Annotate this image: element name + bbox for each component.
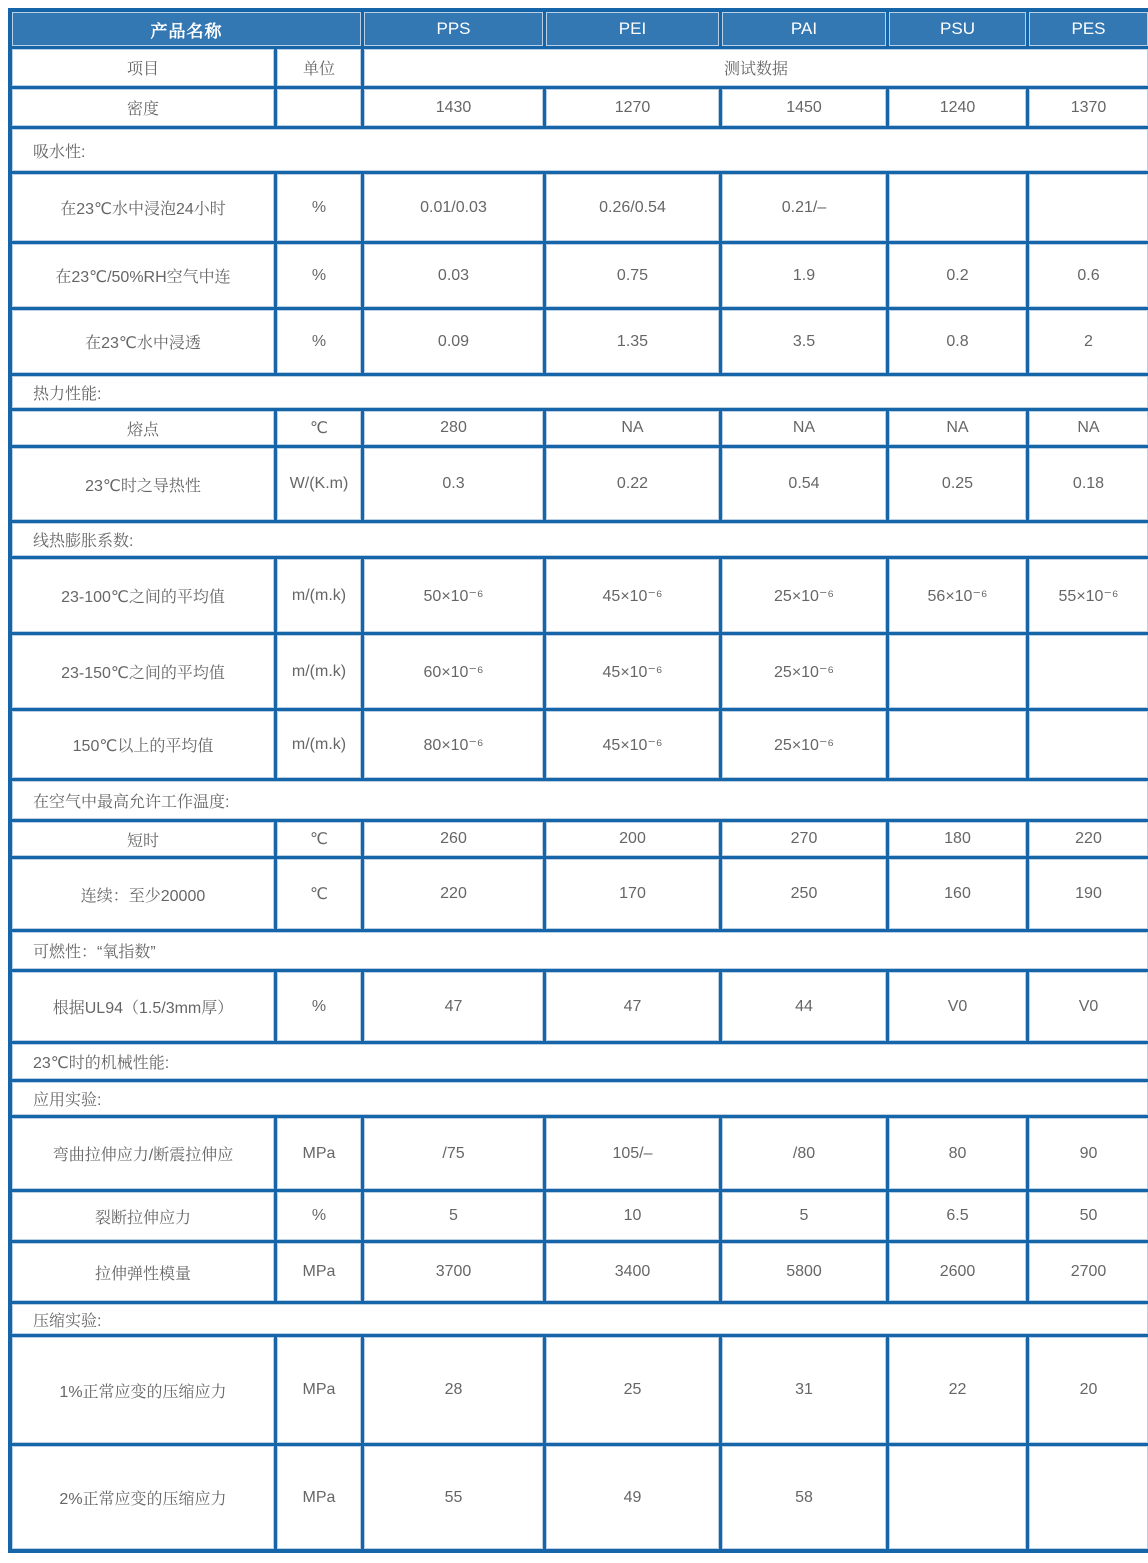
value-cell: 5800: [722, 1243, 886, 1301]
value-cell: [889, 635, 1026, 708]
value-cell: 50×10⁻⁶: [364, 559, 543, 632]
material-properties-table: [8, 8, 1148, 1553]
value-cell: 0.75: [546, 244, 719, 307]
value-cell: 3400: [546, 1243, 719, 1301]
value-cell: 2: [1029, 310, 1148, 373]
value-cell: NA: [722, 411, 886, 445]
row-unit-cell: m/(m.k): [277, 559, 361, 632]
row-label-cell: 拉伸弹性模量: [12, 1243, 274, 1301]
value-cell: 25: [546, 1337, 719, 1443]
data-row: [12, 859, 1148, 929]
product-column-header: PAI: [722, 12, 886, 46]
row-label-cell: 2%正常应变的压缩应力: [12, 1446, 274, 1549]
data-row: [12, 244, 1148, 307]
value-cell: /75: [364, 1118, 543, 1189]
value-cell: 28: [364, 1337, 543, 1443]
row-label-cell: 1%正常应变的压缩应力: [12, 1337, 274, 1443]
value-cell: [1029, 711, 1148, 778]
section-row: [12, 129, 1148, 171]
value-cell: 0.6: [1029, 244, 1148, 307]
section-label-cell: 应用实验:: [12, 1082, 1148, 1115]
data-row: [12, 1243, 1148, 1301]
value-cell: 1240: [889, 89, 1026, 126]
value-cell: 190: [1029, 859, 1148, 929]
row-label-cell: 短时: [12, 822, 274, 856]
value-cell: 0.01/0.03: [364, 174, 543, 241]
row-unit-cell: W/(K.m): [277, 448, 361, 520]
data-row: [12, 1118, 1148, 1189]
value-cell: 80×10⁻⁶: [364, 711, 543, 778]
value-cell: 47: [364, 972, 543, 1041]
value-cell: 160: [889, 859, 1026, 929]
value-cell: 22: [889, 1337, 1026, 1443]
row-label-cell: 熔点: [12, 411, 274, 445]
row-unit-cell: %: [277, 310, 361, 373]
row-unit-cell: %: [277, 244, 361, 307]
value-cell: 60×10⁻⁶: [364, 635, 543, 708]
value-cell: 105/–: [546, 1118, 719, 1189]
value-cell: 2600: [889, 1243, 1026, 1301]
value-cell: 200: [546, 822, 719, 856]
section-label-cell: 23℃时的机械性能:: [12, 1044, 1148, 1079]
section-label-cell: 线热膨胀系数:: [12, 523, 1148, 556]
value-cell: 55: [364, 1446, 543, 1549]
value-cell: 49: [546, 1446, 719, 1549]
value-cell: V0: [889, 972, 1026, 1041]
value-cell: 180: [889, 822, 1026, 856]
row-label-cell: 23-150℃之间的平均值: [12, 635, 274, 708]
row-unit-cell: ℃: [277, 411, 361, 445]
value-cell: 25×10⁻⁶: [722, 635, 886, 708]
test-data-label-cell: 测试数据: [364, 49, 1148, 86]
value-cell: 270: [722, 822, 886, 856]
value-cell: 220: [1029, 822, 1148, 856]
row-label-cell: 23-100℃之间的平均值: [12, 559, 274, 632]
value-cell: /80: [722, 1118, 886, 1189]
row-label-cell: 在23℃/50%RH空气中连: [12, 244, 274, 307]
header-row: [12, 12, 1148, 46]
data-row: [12, 89, 1148, 126]
value-cell: 0.09: [364, 310, 543, 373]
section-label-cell: 压缩实验:: [12, 1304, 1148, 1334]
value-cell: 0.03: [364, 244, 543, 307]
row-unit-cell: MPa: [277, 1337, 361, 1443]
row-unit-cell: ℃: [277, 859, 361, 929]
value-cell: 3.5: [722, 310, 886, 373]
row-label-cell: 根据UL94（1.5/3mm厚）: [12, 972, 274, 1041]
section-row: [12, 932, 1148, 969]
value-cell: 0.25: [889, 448, 1026, 520]
section-row: [12, 1044, 1148, 1079]
section-row: [12, 523, 1148, 556]
value-cell: [1029, 1446, 1148, 1549]
value-cell: 170: [546, 859, 719, 929]
value-cell: [889, 711, 1026, 778]
data-row: [12, 1192, 1148, 1240]
value-cell: 1370: [1029, 89, 1148, 126]
row-unit-cell: [277, 89, 361, 126]
value-cell: 220: [364, 859, 543, 929]
data-row: [12, 1337, 1148, 1443]
value-cell: 58: [722, 1446, 886, 1549]
section-label-cell: 在空气中最高允许工作温度:: [12, 781, 1148, 819]
data-row: [12, 972, 1148, 1041]
value-cell: 0.26/0.54: [546, 174, 719, 241]
value-cell: 0.2: [889, 244, 1026, 307]
data-row: [12, 411, 1148, 445]
value-cell: 45×10⁻⁶: [546, 711, 719, 778]
subheader-row: [12, 49, 1148, 86]
table-body: [12, 12, 1148, 1549]
section-row: [12, 1082, 1148, 1115]
row-unit-cell: m/(m.k): [277, 635, 361, 708]
value-cell: 250: [722, 859, 886, 929]
product-column-header: PPS: [364, 12, 543, 46]
data-row: [12, 711, 1148, 778]
value-cell: 47: [546, 972, 719, 1041]
value-cell: 0.3: [364, 448, 543, 520]
value-cell: 1.9: [722, 244, 886, 307]
section-label-cell: 吸水性:: [12, 129, 1148, 171]
row-unit-cell: %: [277, 1192, 361, 1240]
data-row: [12, 310, 1148, 373]
row-unit-cell: ℃: [277, 822, 361, 856]
value-cell: 0.21/–: [722, 174, 886, 241]
value-cell: 25×10⁻⁶: [722, 711, 886, 778]
value-cell: 1430: [364, 89, 543, 126]
value-cell: 10: [546, 1192, 719, 1240]
value-cell: [1029, 635, 1148, 708]
row-label-cell: 在23℃水中浸透: [12, 310, 274, 373]
value-cell: 2700: [1029, 1243, 1148, 1301]
row-unit-cell: %: [277, 972, 361, 1041]
data-row: [12, 448, 1148, 520]
value-cell: 0.18: [1029, 448, 1148, 520]
value-cell: NA: [1029, 411, 1148, 445]
value-cell: 3700: [364, 1243, 543, 1301]
product-column-header: PSU: [889, 12, 1026, 46]
value-cell: 0.8: [889, 310, 1026, 373]
value-cell: 1270: [546, 89, 719, 126]
data-row: [12, 559, 1148, 632]
row-label-cell: 连续：至少20000: [12, 859, 274, 929]
value-cell: 80: [889, 1118, 1026, 1189]
value-cell: 0.22: [546, 448, 719, 520]
value-cell: 45×10⁻⁶: [546, 559, 719, 632]
row-unit-cell: m/(m.k): [277, 711, 361, 778]
value-cell: 25×10⁻⁶: [722, 559, 886, 632]
value-cell: [889, 174, 1026, 241]
row-unit-cell: MPa: [277, 1118, 361, 1189]
value-cell: 0.54: [722, 448, 886, 520]
product-name-header: 产品名称: [12, 12, 361, 46]
value-cell: 90: [1029, 1118, 1148, 1189]
value-cell: 44: [722, 972, 886, 1041]
row-label-cell: 密度: [12, 89, 274, 126]
value-cell: 45×10⁻⁶: [546, 635, 719, 708]
value-cell: 1.35: [546, 310, 719, 373]
data-row: [12, 822, 1148, 856]
section-row: [12, 1304, 1148, 1334]
row-label-cell: 裂断拉伸应力: [12, 1192, 274, 1240]
value-cell: NA: [546, 411, 719, 445]
section-row: [12, 376, 1148, 408]
value-cell: V0: [1029, 972, 1148, 1041]
value-cell: 5: [722, 1192, 886, 1240]
value-cell: 6.5: [889, 1192, 1026, 1240]
row-unit-cell: %: [277, 174, 361, 241]
value-cell: NA: [889, 411, 1026, 445]
row-label-cell: 23℃时之导热性: [12, 448, 274, 520]
value-cell: 55×10⁻⁶: [1029, 559, 1148, 632]
value-cell: 5: [364, 1192, 543, 1240]
value-cell: 56×10⁻⁶: [889, 559, 1026, 632]
section-label-cell: 可燃性：“氧指数”: [12, 932, 1148, 969]
section-row: [12, 781, 1148, 819]
value-cell: 50: [1029, 1192, 1148, 1240]
product-column-header: PES: [1029, 12, 1148, 46]
row-unit-cell: MPa: [277, 1446, 361, 1549]
value-cell: 280: [364, 411, 543, 445]
row-label-cell: 弯曲拉伸应力/断震拉伸应: [12, 1118, 274, 1189]
unit-label-cell: 单位: [277, 49, 361, 86]
value-cell: 260: [364, 822, 543, 856]
row-unit-cell: MPa: [277, 1243, 361, 1301]
product-column-header: PEI: [546, 12, 719, 46]
value-cell: 31: [722, 1337, 886, 1443]
row-label-cell: 150℃以上的平均值: [12, 711, 274, 778]
data-row: [12, 174, 1148, 241]
value-cell: [1029, 174, 1148, 241]
item-label-cell: 项目: [12, 49, 274, 86]
value-cell: 20: [1029, 1337, 1148, 1443]
row-label-cell: 在23℃水中浸泡24小时: [12, 174, 274, 241]
section-label-cell: 热力性能:: [12, 376, 1148, 408]
data-row: [12, 1446, 1148, 1549]
value-cell: [889, 1446, 1026, 1549]
data-row: [12, 635, 1148, 708]
value-cell: 1450: [722, 89, 886, 126]
